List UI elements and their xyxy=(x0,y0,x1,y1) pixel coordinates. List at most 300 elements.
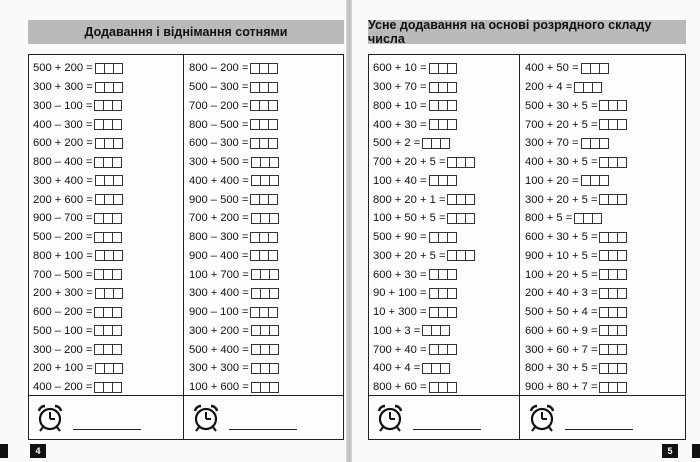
exercise-expression: 100 + 50 + 5 = xyxy=(373,212,446,225)
alarm-clock-icon xyxy=(191,403,221,433)
exercise-row xyxy=(373,115,475,134)
answer-digit-box[interactable] xyxy=(269,363,279,374)
answer-digit-box[interactable] xyxy=(465,250,475,261)
exercise-row xyxy=(189,247,279,266)
exercise-expression: 700 + 20 + 5 = xyxy=(525,118,598,131)
answer-digit-box[interactable] xyxy=(617,232,627,243)
exercise-row xyxy=(525,359,627,378)
answer-digit-box[interactable] xyxy=(269,325,279,336)
answer-boxes[interactable] xyxy=(599,363,627,374)
answer-digit-box[interactable] xyxy=(617,194,627,205)
answer-digit-box[interactable] xyxy=(113,194,123,205)
answer-boxes[interactable] xyxy=(447,194,475,205)
answer-boxes[interactable] xyxy=(95,138,123,149)
exercise-expression: 100 + 600 = xyxy=(189,381,249,394)
answer-boxes[interactable] xyxy=(94,232,122,243)
exercise-row xyxy=(373,228,475,247)
exercise-expression: 100 + 700 = xyxy=(189,268,249,281)
exercise-row xyxy=(525,134,627,153)
answer-boxes[interactable] xyxy=(599,119,627,130)
answer-digit-box[interactable] xyxy=(465,213,475,224)
answer-digit-box[interactable] xyxy=(269,288,279,299)
answer-digit-box[interactable] xyxy=(617,325,627,336)
answer-boxes[interactable] xyxy=(599,288,627,299)
exercise-row xyxy=(33,284,123,303)
exercise-row xyxy=(373,209,475,228)
answer-boxes[interactable] xyxy=(429,307,457,318)
answer-digit-box[interactable] xyxy=(112,157,122,168)
exercise-row xyxy=(525,190,627,209)
exercise-row xyxy=(373,97,475,116)
answer-digit-box[interactable] xyxy=(617,363,627,374)
answer-boxes[interactable] xyxy=(250,307,278,318)
answer-digit-box[interactable] xyxy=(268,119,278,130)
answer-digit-box[interactable] xyxy=(592,82,602,93)
answer-boxes[interactable] xyxy=(447,157,475,168)
answer-digit-box[interactable] xyxy=(447,382,457,393)
answer-digit-box[interactable] xyxy=(112,344,122,355)
answer-boxes[interactable] xyxy=(581,138,609,149)
timer-cell xyxy=(375,400,481,436)
exercise-expression: 400 + 30 = xyxy=(373,118,427,131)
exercise-expression: 300 + 300 = xyxy=(189,362,249,375)
answer-digit-box[interactable] xyxy=(113,82,123,93)
exercise-expression: 800 – 500 = xyxy=(189,118,249,131)
exercise-expression: 300 – 200 = xyxy=(33,343,93,356)
answer-boxes[interactable] xyxy=(251,157,279,168)
answer-boxes[interactable] xyxy=(599,269,627,280)
answer-digit-box[interactable] xyxy=(447,232,457,243)
exercise-expression: 10 + 300 = xyxy=(373,306,427,319)
answer-digit-box[interactable] xyxy=(112,307,122,318)
answer-boxes[interactable] xyxy=(599,307,627,318)
right-page xyxy=(352,0,700,462)
answer-digit-box[interactable] xyxy=(268,63,278,74)
answer-boxes[interactable] xyxy=(95,63,123,74)
exercise-expression: 700 + 40 = xyxy=(373,343,427,356)
exercise-expression: 400 + 30 + 5 = xyxy=(525,156,598,169)
page-edge-mark xyxy=(692,444,700,458)
exercise-row xyxy=(33,134,123,153)
exercise-expression: 800 – 200 = xyxy=(189,62,249,75)
exercise-row xyxy=(373,340,475,359)
exercise-expression: 500 – 300 = xyxy=(189,81,249,94)
answer-boxes[interactable] xyxy=(251,325,279,336)
exercise-row xyxy=(33,78,123,97)
exercise-expression: 200 + 100 = xyxy=(33,362,93,375)
answer-boxes[interactable] xyxy=(94,307,122,318)
exercise-expression: 200 + 4 = xyxy=(525,81,573,94)
answer-boxes[interactable] xyxy=(94,382,122,393)
answer-boxes[interactable] xyxy=(422,363,450,374)
answer-digit-box[interactable] xyxy=(617,382,627,393)
answer-boxes[interactable] xyxy=(94,269,122,280)
exercise-row xyxy=(189,190,279,209)
exercise-expression: 300 – 100 = xyxy=(33,99,93,112)
answer-boxes[interactable] xyxy=(574,213,602,224)
answer-boxes[interactable] xyxy=(94,325,122,336)
exercise-row xyxy=(189,153,279,172)
answer-boxes[interactable] xyxy=(95,175,123,186)
exercise-row xyxy=(33,265,123,284)
exercise-expression: 700 + 20 + 5 = xyxy=(373,156,446,169)
exercise-row xyxy=(373,284,475,303)
exercise-row xyxy=(33,115,123,134)
answer-boxes[interactable] xyxy=(599,325,627,336)
exercise-row xyxy=(189,322,279,341)
exercise-row xyxy=(33,359,123,378)
exercise-table xyxy=(368,54,686,440)
exercise-expression: 800 – 400 = xyxy=(33,156,93,169)
time-write-line[interactable] xyxy=(229,429,297,430)
exercise-row xyxy=(525,115,627,134)
answer-boxes[interactable] xyxy=(250,100,278,111)
exercise-expression: 500 + 400 = xyxy=(189,343,249,356)
exercise-expression: 600 – 300 = xyxy=(189,137,249,150)
exercise-expression: 700 – 500 = xyxy=(33,268,93,281)
column-divider xyxy=(519,55,520,439)
answer-digit-box[interactable] xyxy=(447,288,457,299)
answer-boxes[interactable] xyxy=(250,194,278,205)
answer-digit-box[interactable] xyxy=(617,157,627,168)
exercise-expression: 600 – 200 = xyxy=(33,306,93,319)
exercise-expression: 300 + 500 = xyxy=(189,156,249,169)
answer-boxes[interactable] xyxy=(251,269,279,280)
answer-boxes[interactable] xyxy=(94,213,122,224)
answer-digit-box[interactable] xyxy=(112,232,122,243)
answer-digit-box[interactable] xyxy=(440,363,450,374)
exercise-row xyxy=(33,97,123,116)
answer-digit-box[interactable] xyxy=(269,344,279,355)
exercise-row xyxy=(189,78,279,97)
answer-boxes[interactable] xyxy=(429,269,457,280)
answer-digit-box[interactable] xyxy=(269,382,279,393)
exercise-expression: 300 + 400 = xyxy=(33,174,93,187)
exercise-row xyxy=(525,340,627,359)
answer-digit-box[interactable] xyxy=(113,250,123,261)
answer-boxes[interactable] xyxy=(429,382,457,393)
exercise-expression: 800 + 100 = xyxy=(33,249,93,262)
answer-digit-box[interactable] xyxy=(599,138,609,149)
answer-digit-box[interactable] xyxy=(268,194,278,205)
answer-boxes[interactable] xyxy=(422,325,450,336)
answer-digit-box[interactable] xyxy=(268,307,278,318)
exercise-expression: 200 + 600 = xyxy=(33,193,93,206)
column-divider xyxy=(183,55,184,439)
exercise-row xyxy=(189,134,279,153)
answer-digit-box[interactable] xyxy=(447,344,457,355)
answer-digit-box[interactable] xyxy=(617,250,627,261)
answer-boxes[interactable] xyxy=(599,344,627,355)
answer-digit-box[interactable] xyxy=(592,213,602,224)
answer-boxes[interactable] xyxy=(429,63,457,74)
exercise-expression: 600 + 60 + 9 = xyxy=(525,324,598,337)
answer-digit-box[interactable] xyxy=(617,344,627,355)
exercise-expression: 900 – 500 = xyxy=(189,193,249,206)
answer-digit-box[interactable] xyxy=(269,213,279,224)
exercise-expression: 900 + 10 + 5 = xyxy=(525,249,598,262)
answer-boxes[interactable] xyxy=(429,119,457,130)
exercise-expression: 700 + 200 = xyxy=(189,212,249,225)
answer-digit-box[interactable] xyxy=(268,138,278,149)
answer-digit-box[interactable] xyxy=(617,100,627,111)
exercise-row xyxy=(373,247,475,266)
answer-digit-box[interactable] xyxy=(617,119,627,130)
exercise-row xyxy=(525,284,627,303)
answer-boxes[interactable] xyxy=(581,63,609,74)
exercise-column-1 xyxy=(373,59,475,397)
exercise-expression: 100 + 20 = xyxy=(525,174,579,187)
answer-boxes[interactable] xyxy=(599,194,627,205)
answer-boxes[interactable] xyxy=(429,344,457,355)
exercise-expression: 500 + 200 = xyxy=(33,62,93,75)
exercise-expression: 900 – 700 = xyxy=(33,212,93,225)
exercise-row xyxy=(373,134,475,153)
exercise-row xyxy=(373,190,475,209)
exercise-expression: 100 + 3 = xyxy=(373,324,421,337)
time-write-line[interactable] xyxy=(413,429,481,430)
exercise-expression: 900 – 100 = xyxy=(189,306,249,319)
exercise-expression: 500 – 100 = xyxy=(33,324,93,337)
exercise-row xyxy=(189,359,279,378)
answer-boxes[interactable] xyxy=(251,288,279,299)
exercise-expression: 600 + 200 = xyxy=(33,137,93,150)
exercise-expression: 400 – 300 = xyxy=(33,118,93,131)
answer-digit-box[interactable] xyxy=(447,119,457,130)
answer-digit-box[interactable] xyxy=(617,307,627,318)
exercise-expression: 300 + 20 + 5 = xyxy=(525,193,598,206)
exercise-row xyxy=(373,78,475,97)
exercise-row xyxy=(33,190,123,209)
answer-digit-box[interactable] xyxy=(447,63,457,74)
answer-digit-box[interactable] xyxy=(112,269,122,280)
alarm-clock-icon xyxy=(527,403,557,433)
exercise-row xyxy=(525,247,627,266)
exercise-expression: 900 + 80 + 7 = xyxy=(525,381,598,394)
exercise-row xyxy=(525,322,627,341)
answer-boxes[interactable] xyxy=(95,363,123,374)
answer-boxes[interactable] xyxy=(94,157,122,168)
answer-boxes[interactable] xyxy=(599,232,627,243)
answer-digit-box[interactable] xyxy=(269,269,279,280)
exercise-expression: 800 + 10 = xyxy=(373,99,427,112)
alarm-clock-icon xyxy=(35,403,65,433)
exercise-expression: 600 + 30 + 5 = xyxy=(525,231,598,244)
exercise-row xyxy=(33,340,123,359)
answer-boxes[interactable] xyxy=(95,194,123,205)
answer-digit-box[interactable] xyxy=(269,175,279,186)
exercise-row xyxy=(33,247,123,266)
exercise-row xyxy=(33,59,123,78)
exercise-expression: 800 + 20 + 1 = xyxy=(373,193,446,206)
exercise-expression: 500 + 90 = xyxy=(373,231,427,244)
answer-digit-box[interactable] xyxy=(113,175,123,186)
answer-boxes[interactable] xyxy=(251,382,279,393)
alarm-clock-icon xyxy=(375,403,405,433)
exercise-expression: 700 – 200 = xyxy=(189,99,249,112)
page-number: 5 xyxy=(662,444,678,458)
exercise-row xyxy=(189,115,279,134)
exercise-expression: 300 + 400 = xyxy=(189,287,249,300)
answer-boxes[interactable] xyxy=(447,213,475,224)
answer-digit-box[interactable] xyxy=(447,269,457,280)
answer-boxes[interactable] xyxy=(429,100,457,111)
exercise-row xyxy=(525,78,627,97)
left-page xyxy=(0,0,346,462)
answer-digit-box[interactable] xyxy=(617,288,627,299)
answer-digit-box[interactable] xyxy=(112,119,122,130)
exercise-expression: 800 – 300 = xyxy=(189,231,249,244)
answer-boxes[interactable] xyxy=(599,157,627,168)
exercise-row xyxy=(33,172,123,191)
answer-boxes[interactable] xyxy=(599,100,627,111)
exercise-expression: 100 + 40 = xyxy=(373,174,427,187)
answer-boxes[interactable] xyxy=(422,138,450,149)
answer-digit-box[interactable] xyxy=(112,325,122,336)
exercise-row xyxy=(189,209,279,228)
exercise-row xyxy=(189,228,279,247)
exercise-expression: 800 + 5 = xyxy=(525,212,573,225)
exercise-expression: 400 + 50 = xyxy=(525,62,579,75)
answer-boxes[interactable] xyxy=(599,250,627,261)
time-write-line[interactable] xyxy=(73,429,141,430)
answer-digit-box[interactable] xyxy=(112,100,122,111)
answer-digit-box[interactable] xyxy=(268,100,278,111)
exercise-row xyxy=(189,59,279,78)
exercise-expression: 500 + 50 + 4 = xyxy=(525,306,598,319)
answer-boxes[interactable] xyxy=(429,175,457,186)
exercise-row xyxy=(373,303,475,322)
answer-digit-box[interactable] xyxy=(268,250,278,261)
exercise-expression: 300 + 20 + 5 = xyxy=(373,249,446,262)
exercise-table xyxy=(28,54,344,440)
exercise-expression: 90 + 100 = xyxy=(373,287,427,300)
answer-boxes[interactable] xyxy=(581,175,609,186)
exercise-row xyxy=(189,172,279,191)
exercise-row xyxy=(525,59,627,78)
exercise-expression: 800 + 60 = xyxy=(373,381,427,394)
answer-boxes[interactable] xyxy=(250,232,278,243)
exercise-row xyxy=(373,378,475,397)
answer-boxes[interactable] xyxy=(95,288,123,299)
answer-boxes[interactable] xyxy=(429,82,457,93)
page-edge-mark xyxy=(0,444,8,458)
timer-cell xyxy=(527,400,633,436)
exercise-row xyxy=(33,322,123,341)
time-write-line[interactable] xyxy=(565,429,633,430)
exercise-expression: 200 + 40 + 3 = xyxy=(525,287,598,300)
exercise-expression: 500 + 30 + 5 = xyxy=(525,99,598,112)
answer-digit-box[interactable] xyxy=(599,63,609,74)
answer-boxes[interactable] xyxy=(429,232,457,243)
exercise-row xyxy=(525,378,627,397)
answer-digit-box[interactable] xyxy=(269,157,279,168)
exercise-row xyxy=(525,228,627,247)
answer-digit-box[interactable] xyxy=(112,382,122,393)
answer-boxes[interactable] xyxy=(599,382,627,393)
exercise-row xyxy=(189,97,279,116)
answer-digit-box[interactable] xyxy=(268,232,278,243)
page-title: Усне додавання на основі розрядного складу числа xyxy=(368,20,686,44)
exercise-expression: 600 + 10 = xyxy=(373,62,427,75)
answer-boxes[interactable] xyxy=(251,213,279,224)
exercise-row xyxy=(33,303,123,322)
answer-digit-box[interactable] xyxy=(440,325,450,336)
exercise-expression: 300 + 70 = xyxy=(525,137,579,150)
exercise-expression: 500 – 200 = xyxy=(33,231,93,244)
exercise-row xyxy=(373,359,475,378)
answer-digit-box[interactable] xyxy=(113,363,123,374)
exercise-expression: 600 + 30 = xyxy=(373,268,427,281)
answer-digit-box[interactable] xyxy=(599,175,609,186)
exercise-row xyxy=(373,59,475,78)
answer-boxes[interactable] xyxy=(251,175,279,186)
exercise-expression: 300 + 200 = xyxy=(189,324,249,337)
exercise-row xyxy=(189,340,279,359)
timer-cell xyxy=(35,400,141,436)
answer-digit-box[interactable] xyxy=(113,288,123,299)
exercise-row xyxy=(525,303,627,322)
exercise-expression: 100 + 20 + 5 = xyxy=(525,268,598,281)
answer-digit-box[interactable] xyxy=(465,157,475,168)
answer-boxes[interactable] xyxy=(447,250,475,261)
answer-digit-box[interactable] xyxy=(447,82,457,93)
answer-boxes[interactable] xyxy=(251,344,279,355)
answer-boxes[interactable] xyxy=(250,250,278,261)
answer-boxes[interactable] xyxy=(94,100,122,111)
exercise-row xyxy=(33,209,123,228)
exercise-row xyxy=(373,172,475,191)
answer-digit-box[interactable] xyxy=(268,82,278,93)
answer-boxes[interactable] xyxy=(94,119,122,130)
answer-boxes[interactable] xyxy=(250,119,278,130)
exercise-row xyxy=(525,97,627,116)
exercise-expression: 500 + 2 = xyxy=(373,137,421,150)
timer-cell xyxy=(191,400,297,436)
answer-boxes[interactable] xyxy=(574,82,602,93)
answer-digit-box[interactable] xyxy=(112,213,122,224)
exercise-row xyxy=(373,153,475,172)
answer-boxes[interactable] xyxy=(250,63,278,74)
answer-boxes[interactable] xyxy=(250,138,278,149)
exercise-row xyxy=(33,153,123,172)
exercise-row xyxy=(189,265,279,284)
exercise-row xyxy=(525,265,627,284)
exercise-column-2 xyxy=(525,59,627,397)
exercise-expression: 400 – 200 = xyxy=(33,381,93,394)
exercise-expression: 900 – 400 = xyxy=(189,249,249,262)
answer-digit-box[interactable] xyxy=(447,100,457,111)
exercise-row xyxy=(189,284,279,303)
answer-boxes[interactable] xyxy=(95,250,123,261)
exercise-expression: 300 + 70 = xyxy=(373,81,427,94)
exercise-row xyxy=(525,172,627,191)
answer-boxes[interactable] xyxy=(94,344,122,355)
answer-digit-box[interactable] xyxy=(440,138,450,149)
answer-boxes[interactable] xyxy=(250,82,278,93)
answer-digit-box[interactable] xyxy=(113,63,123,74)
page-title: Додавання і віднімання сотнями xyxy=(28,20,344,44)
answer-boxes[interactable] xyxy=(251,363,279,374)
exercise-row xyxy=(33,228,123,247)
answer-boxes[interactable] xyxy=(429,288,457,299)
answer-digit-box[interactable] xyxy=(447,307,457,318)
answer-digit-box[interactable] xyxy=(617,269,627,280)
answer-digit-box[interactable] xyxy=(447,175,457,186)
answer-digit-box[interactable] xyxy=(465,194,475,205)
answer-boxes[interactable] xyxy=(95,82,123,93)
answer-digit-box[interactable] xyxy=(113,138,123,149)
